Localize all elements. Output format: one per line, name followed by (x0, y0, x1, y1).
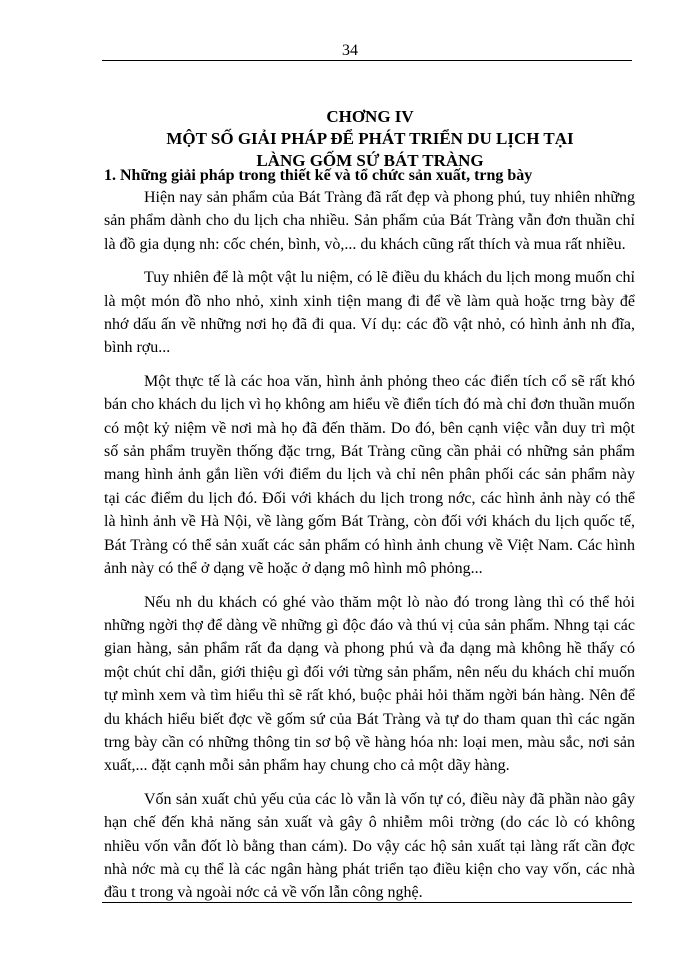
paragraph: Hiện nay sản phẩm của Bát Tràng đã rất đẹp và phong phú, tuy nhiên những sản phẩm dành cho du lịch cha nhiều. Sản phẩm của Bát Tràng vẫn đơn thuần chỉ là đồ gia dụng nh: cốc chén, bình, vò,... du khách cũng rất thích và mua rất nhiều. (104, 189, 635, 253)
chapter-title-line-2: LÀNG GỐM SỨ BÁT TRÀNG (256, 151, 484, 170)
top-rule (102, 60, 632, 61)
chapter-title-line-1: MỘT SỐ GIẢI PHÁP ĐỂ PHÁT TRIỂN DU LỊCH TẠI (166, 129, 574, 148)
bottom-rule (102, 902, 632, 903)
paragraph: Nếu nh du khách có ghé vào thăm một lò nào đó trong làng thì có thể hỏi những ngời thợ để dàng về những gì độc đáo và thú vị của sản phẩm. Nhng tại các gian hàng, sản phẩm rất đa dạng và phong phú và đa dạng mà không hề thấy có một chút chỉ dẫn, giới thiệu gì đối với từng sản phẩm, nên nếu du khách chỉ muốn tự mình xem và tìm hiểu thì sẽ rất khó, buộc phải hỏi thăm ngời bán hàng. Nên để du khách hiểu biết đợc về gốm sứ của Bát Tràng và tự do tham quan thì các ngăn trng bày cần có những thông tin sơ bộ về hàng hóa nh: loại men, màu sắc, nơi sản xuất,... đặt cạnh mỗi sản phẩm hay chung cho cả một dãy hàng. (104, 593, 635, 775)
section-heading: 1. Những giải pháp trong thiết kế và tổ chức sản xuất, trng bày (104, 167, 533, 184)
paragraph: Một thực tế là các hoa văn, hình ảnh phỏng theo các điển tích cổ sẽ rất khó bán cho khách du lịch vì họ không am hiểu về điển tích đó mà chỉ đơn thuần muốn có một kỷ niệm về nơi mà họ đã đến thăm. Do đó, bên cạnh việc vẫn duy trì một số sản phẩm truyền thống đặc trng, Bát Tràng cũng cần phải có những sản phẩm mang hình ảnh gắn liền với điểm du lịch và chỉ nên phân phối các sản phẩm này tại các điểm du lịch đó. Đối với khách du lịch trong nớc, các hình ảnh này có thể là hình ảnh về Hà Nội, về làng gốm Bát Tràng, còn đối với khách du lịch quốc tế, Bát Tràng có thể sản xuất các sản phẩm có hình ảnh chung về Việt Nam. Các hình ảnh này có thể ở dạng vẽ hoặc ở dạng mô hình mô phỏng... (104, 372, 635, 578)
chapter-label: CHƠNG IV (326, 107, 414, 126)
paragraph: Tuy nhiên để là một vật lu niệm, có lẽ điều du khách du lịch mong muốn chỉ là một món đồ nho nhỏ, xinh xinh tiện mang đi để về làm quà hoặc trng bày để nhớ dấu ấn về những nơi họ đã đi qua. Ví dụ: các đồ vật nhỏ, có hình ảnh nh đĩa, bình rợu... (104, 269, 635, 357)
body-text (104, 186, 635, 915)
page-number: 34 (342, 42, 358, 59)
paragraph: Vốn sản xuất chủ yếu của các lò vẫn là vốn tự có, điều này đã phần nào gây hạn chế đến khả năng sản xuất và gây ô nhiễm môi trờng (do các lò có không nhiều vốn vẫn đốt lò bằng than cám). Do vậy các hộ sản xuất tại làng rất cần đợc nhà nớc mà cụ thể là các ngân hàng phát triển tạo điều kiện cho vay vốn, các nhà đầu t trong và ngoài nớc cả về vốn lẫn công nghệ. (104, 790, 635, 902)
